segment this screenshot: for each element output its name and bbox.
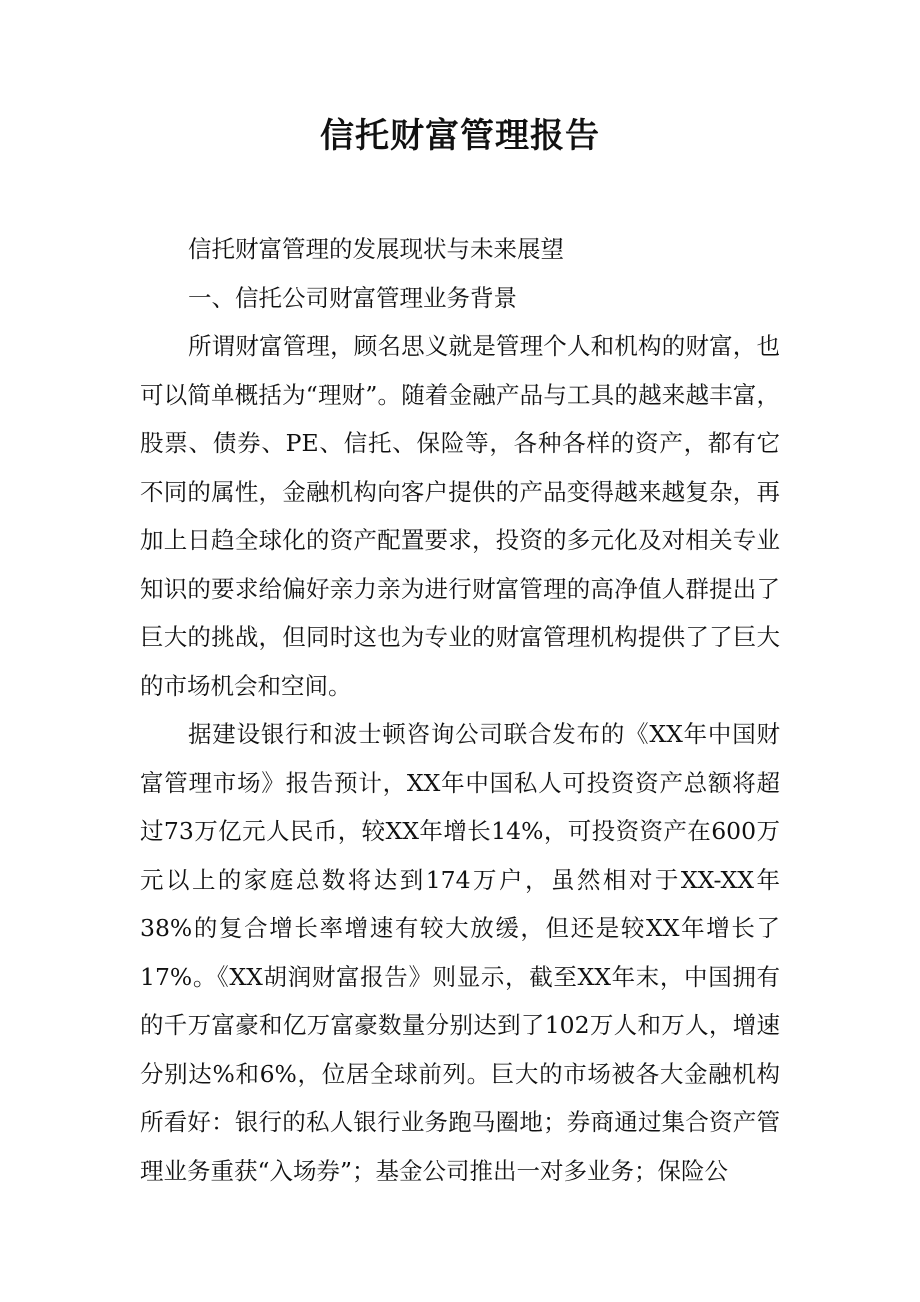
paragraph: 所谓财富管理，顾名思义就是管理个人和机构的财富，也可以简单概括为“理财”。随着金融产品与工具的越来越丰富，股票、债券、PE、信托、保险等，各种各样的资产，都有它不同的属性，金融机构向客户提供的产品变得越来越复杂，再加上日趋全球化的资产配置要求，投资的多元化及对相关专业知识的要求给偏好亲力亲为进行财富管理的高净值人群提出了巨大的挑战，但同时这也为专业的财富管理机构提供了了巨大的市场机会和空间。 (140, 332, 780, 700)
paragraph: 据建设银行和波士顿咨询公司联合发布的《XX年中国财富管理市场》报告预计，XX年中国私人可投资资产总额将超过73万亿元人民币，较XX年增长14%，可投资资产在600万元以上的家庭总数将达到174万户，虽然相对于XX-XX年38%的复合增长率增速有较大放缓，但还是较XX年增长了17%。《XX胡润财富报告》则显示，截至XX年末，中国拥有的千万富豪和亿万富豪数量分别达到了102万人和万人，增速分别达%和6%，位居全球前列。巨大的市场被各大金融机构所看好：银行的私人银行业务跑马圈地；券商通过集合资产管理业务重获“入场券”；基金公司推出一对多业务；保险公 (140, 720, 780, 1185)
document-title: 信托财富管理报告 (320, 116, 600, 156)
section-heading: 一、信托公司财富管理业务背景 (188, 283, 517, 312)
document-body (140, 225, 780, 1195)
subtitle: 信托财富管理的发展现状与未来展望 (188, 235, 564, 263)
